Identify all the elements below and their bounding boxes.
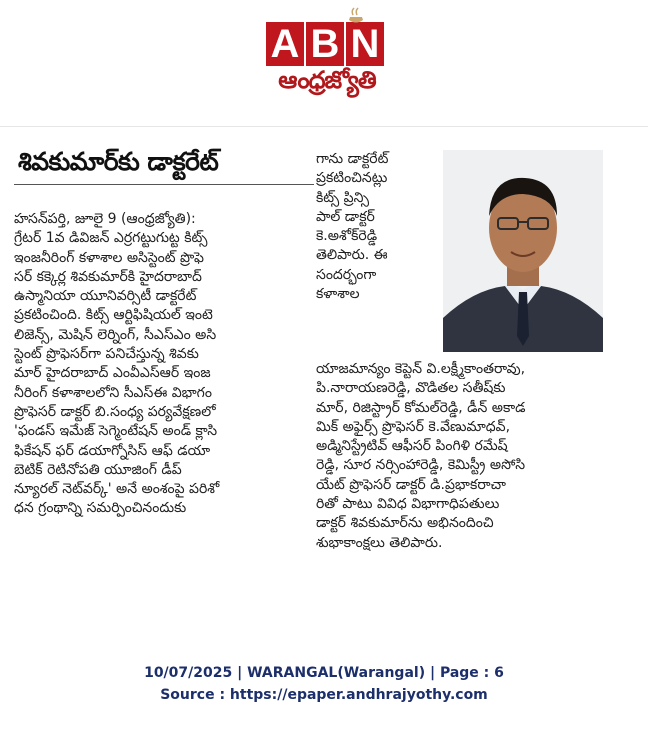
text-line: మార్, రిజిస్ట్రార్ కోమల్‌రెడ్డి, డీన్ అకాడ — [316, 399, 526, 416]
text-line: కె.అశోక్‌రెడ్డి — [316, 228, 378, 245]
text-line: మిక్ అఫైర్స్ ప్రొఫెసర్ కె.వేణుమాధవ్, — [316, 418, 511, 435]
text-line: హసన్‌పర్తి, జూలై 9 (ఆంధ్రజ్యోతి): — [14, 211, 196, 227]
text-line: తెలిపారు. ఈ — [316, 247, 388, 264]
article-headline: శివకుమార్‌కు డాక్టరేట్ — [18, 147, 219, 176]
text-line: గాను డాక్టరేట్ — [316, 151, 389, 167]
text-line: లిజెన్స్, మెషిన్ లెర్నింగ్, సీఎస్ఎం అసి — [14, 326, 217, 343]
text-line: డాక్టర్ శివకుమార్‌ను అభినందించి — [316, 515, 494, 532]
text-line: ఇంజనీరింగ్ కళాశాల అసిస్టెంట్ ప్రొఫె — [14, 249, 204, 266]
logo-letter-b: B — [306, 22, 344, 66]
text-line: న్యూరల్ నెట్‌వర్క్' అనే అంశంపై పరిశో — [14, 481, 220, 498]
text-line: ఉస్మానియా యూనివర్సిటీ డాక్టరేట్ — [14, 288, 197, 305]
header-divider — [0, 126, 648, 127]
tea-cup-icon — [345, 6, 367, 26]
logo-letter-n: N — [346, 22, 384, 66]
article-right-column — [316, 360, 636, 553]
text-line: ప్రొఫెసర్ డాక్టర్ బి.సంధ్య పర్యవేక్షణలో — [14, 403, 216, 420]
portrait-photo — [443, 150, 603, 352]
article-right-top-column — [316, 150, 444, 304]
text-line: పి.నారాయణరెడ్డి, వొడితల సతీష్‌కు — [316, 380, 506, 397]
logo-letter-a: A — [266, 22, 304, 66]
text-line: యాజమాన్యం కెప్టెన్ వి.లక్ష్మీకాంతరావు, — [316, 361, 526, 377]
text-line: గ్రేటర్ 1వ డివిజన్ ఎర్రగట్టుగుట్ట కిట్స్ — [14, 230, 208, 247]
text-line: ధన గ్రంథాన్ని సమర్పించినందుకు — [14, 500, 187, 517]
edition-info: 10/07/2025 | WARANGAL(Warangal) | Page : 6 — [144, 665, 504, 681]
article-left-column — [14, 210, 318, 519]
text-line: మార్ హైదరాబాద్ ఎంవీఎస్ఆర్ ఇంజ — [14, 365, 211, 382]
text-line: ప్రకటించినట్లు — [316, 170, 388, 187]
text-line: కిట్స్ ప్రిన్సి — [316, 189, 370, 206]
text-line: కళాశాల — [316, 286, 360, 303]
text-line: 'ఫండస్ ఇమేజ్ సెగ్మెంటేషన్ అండ్ క్లాసి — [14, 423, 218, 440]
masthead-subtitle: ఆంధ్రజ్యోతి — [278, 66, 376, 94]
headline-underline — [14, 184, 314, 185]
text-line: ప్రకటించింది. కిట్స్ ఆర్టిఫిషియల్ ఇంటె — [14, 307, 213, 324]
text-line: శుభాకాంక్షలు తెలిపారు. — [316, 534, 443, 551]
masthead — [0, 0, 648, 122]
text-line: సర్ కక్కెర్ల శివకుమార్‌కి హైదరాబాద్ — [14, 268, 202, 285]
text-line: రితో పాటు వివిధ విభాగాధిపతులు — [316, 496, 500, 513]
text-line: యేట్ ప్రొఫెసర్ డాక్టర్ డి.ప్రభాకరాచా — [316, 476, 506, 493]
text-line: ఫికేషన్ ఫర్ డయాగ్నోసిస్ ఆఫ్ డయా — [14, 442, 211, 459]
text-line: రెడ్డి, సూర నర్సింహారెడ్డి, కెమిస్ట్రీ అసోసి — [316, 457, 526, 474]
text-line: బెటిక్ రెటినోపతి యూజింగ్ డీప్ — [14, 461, 182, 478]
text-line: సందర్భంగా — [316, 266, 377, 283]
text-line: అడ్మినిస్ట్రేటివ్ ఆఫీసర్ పింగిళి రమేష్ — [316, 438, 508, 455]
text-line: స్టెంట్ ప్రొఫెసర్‌గా పనిచేస్తున్న శివకు — [14, 346, 199, 363]
text-line: నీరింగ్ కళాశాలలోని సీఎస్ఈ విభాగం — [14, 384, 212, 401]
source-link[interactable]: Source : https://epaper.andhrajyothy.com — [160, 687, 488, 703]
footer — [0, 662, 648, 706]
text-line: పాల్ డాక్టర్ — [316, 208, 375, 225]
